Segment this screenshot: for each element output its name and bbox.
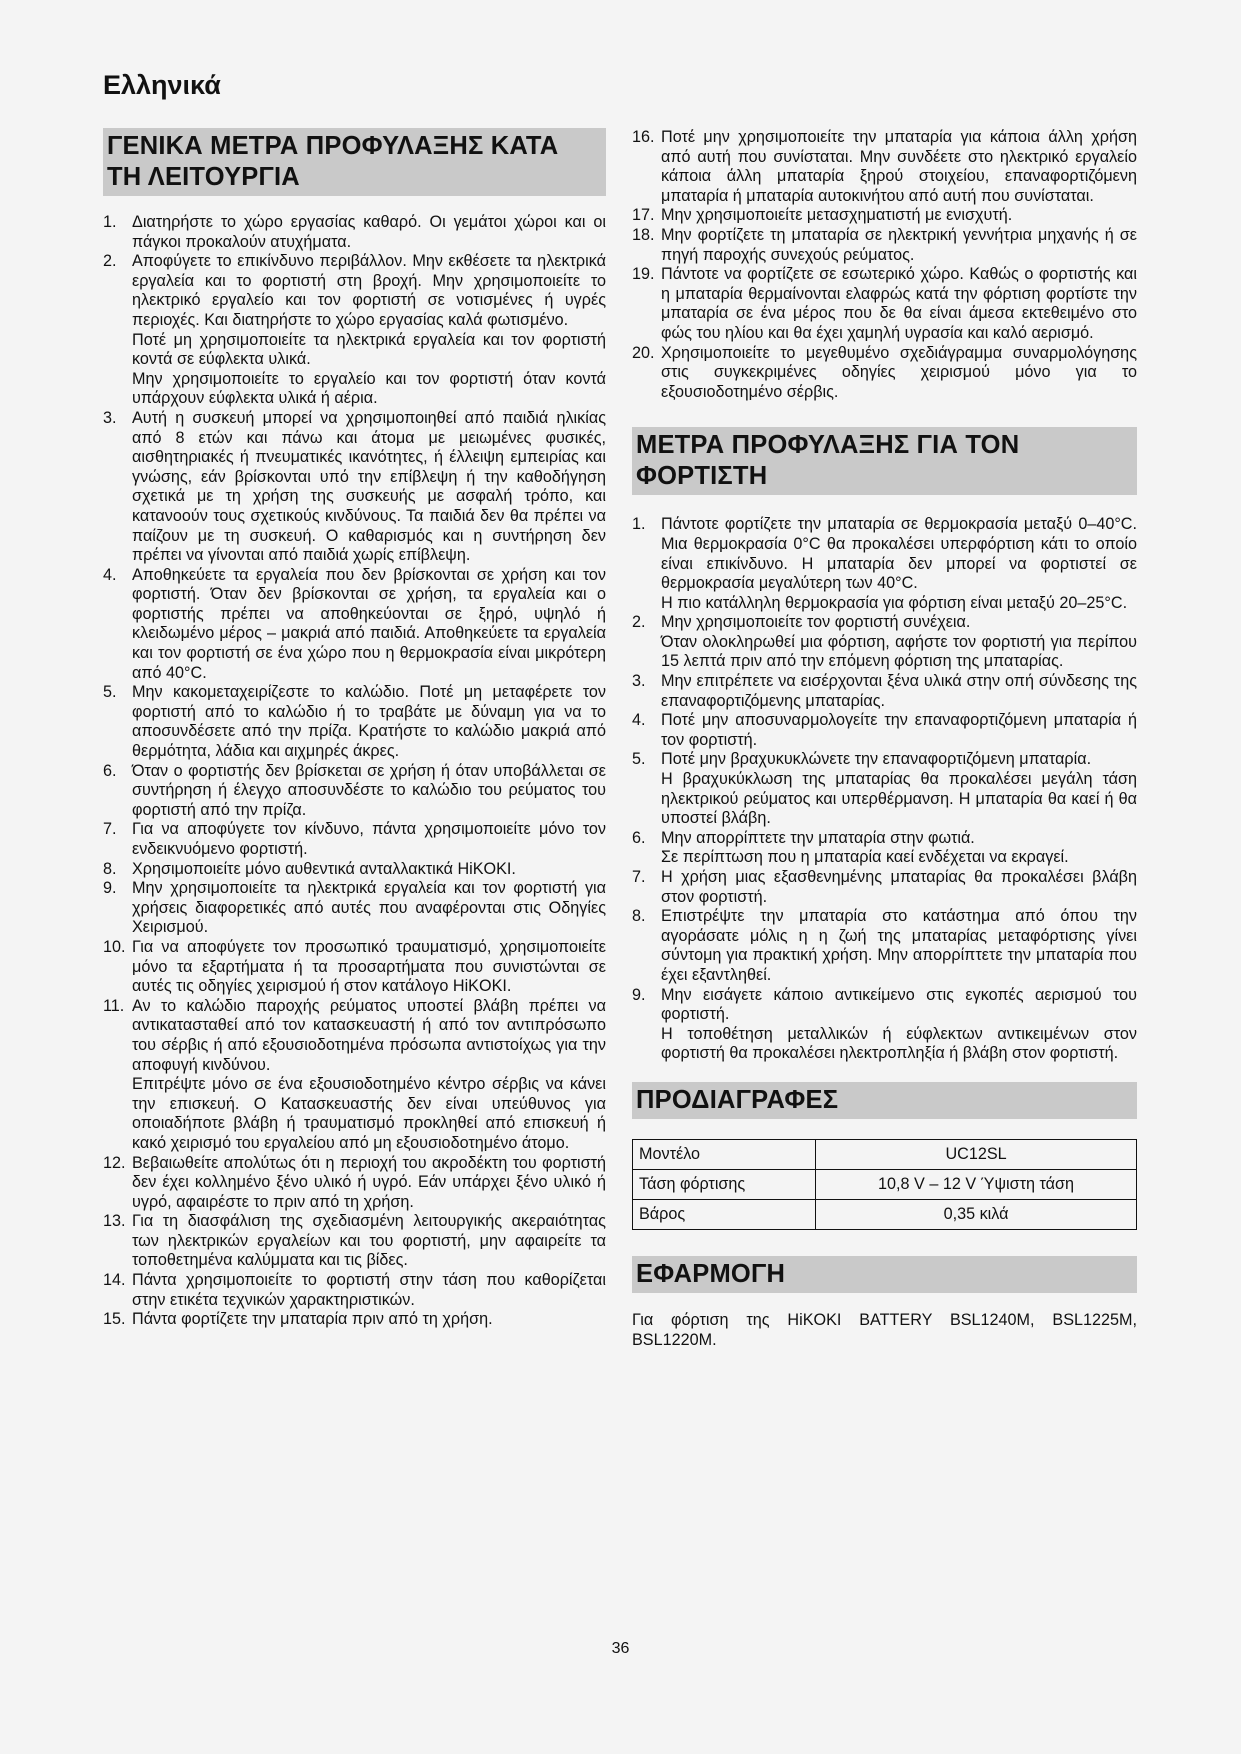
item-number: 9.: [632, 985, 646, 1004]
item-number: 1.: [103, 213, 117, 231]
item-body: [661, 750, 1137, 828]
list-item: [632, 750, 1137, 828]
item-body: [132, 1212, 606, 1271]
charger-safety-list: [632, 515, 1137, 1064]
list-item: [632, 206, 1137, 226]
spec-row-weight: [633, 1199, 1137, 1229]
item-paragraph: Αποφύγετε το επικίνδυνο περιβάλλον. Μην εκθέσετε τα ηλεκτρικά εργαλεία και το φορτιστή στη βροχή. Μην χρησιμοποιείτε το ηλεκτρικό εργαλείο και τον φορτιστή σε νοτισμένες ή υγρές περιοχές. Και διατηρήστε το χώρο εργασίας καλά φωτισμένο.: [132, 252, 606, 329]
item-number: 12.: [103, 1153, 126, 1172]
application-text: Για φόρτιση της HiKOKI BATTERY BSL1240M, BSL1225M, BSL1220M.: [632, 1310, 1137, 1349]
spec-row-voltage: [633, 1169, 1137, 1199]
list-item: [632, 613, 1137, 672]
item-paragraph: Μην απορρίπτετε την μπαταρία στην φωτιά.: [661, 828, 975, 847]
list-item: [632, 226, 1137, 265]
item-body: [661, 829, 1137, 868]
item-paragraph: Μην χρησιμοποιείτε τον φορτιστή συνέχεια.: [661, 613, 971, 632]
item-number: 6.: [632, 828, 646, 847]
list-item: [103, 683, 606, 761]
item-paragraph: Για να αποφύγετε τον κίνδυνο, πάντα χρησιμοποιείτε μόνο τον ενδεικνυόμενο φορτιστή.: [132, 820, 606, 858]
item-paragraph: Η τοποθέτηση μεταλλικών ή εύφλεκτων αντικειμένων στον φορτιστή θα προκαλέσει ηλεκτροπληξία ή βλάβη στον φορτιστή.: [661, 1024, 1137, 1063]
spec-label: Βάρος: [633, 1199, 816, 1229]
item-paragraph: Διατηρήστε το χώρο εργασίας καθαρό. Οι γεμάτοι χώροι και οι πάγκοι προκαλούν ατυχήματα.: [132, 213, 606, 251]
item-body: [132, 566, 606, 684]
list-item: [103, 938, 606, 997]
item-body: [661, 907, 1137, 985]
language-heading: Ελληνικά: [103, 70, 221, 100]
specifications-heading: ΠΡΟΔΙΑΓΡΑΦΕΣ: [632, 1082, 1137, 1119]
list-item: [103, 252, 606, 409]
application-heading: ΕΦΑΡΜΟΓΗ: [632, 1256, 1137, 1293]
item-body: [661, 226, 1137, 265]
item-number: 5.: [632, 750, 646, 769]
item-paragraph: Όταν ολοκληρωθεί μια φόρτιση, αφήστε τον φορτιστή για περίπου 15 λεπτά πριν από την επόμενη φόρτιση της μπαταρίας.: [661, 632, 1137, 671]
item-paragraph: Μην εισάγετε κάποιο αντικείμενο στις εγκοπές αερισμού του φορτιστή.: [661, 985, 1137, 1024]
item-paragraph: Πάντα χρησιμοποιείτε το φορτιστή στην τάση που καθορίζεται στην ετικέτα τεχνικών χαρακτηριστικών.: [132, 1271, 606, 1309]
spec-value: UC12SL: [816, 1139, 1137, 1169]
item-paragraph: Χρησιμοποιείτε μόνο αυθεντικά ανταλλακτικά HiKOKI.: [132, 859, 516, 878]
item-paragraph: Ποτέ μη χρησιμοποιείτε τα ηλεκτρικά εργαλεία και τον φορτιστή κοντά σε εύφλεκτα υλικά.: [132, 330, 606, 369]
list-item: [103, 879, 606, 938]
item-number: 3.: [632, 672, 646, 691]
item-body: [661, 672, 1137, 711]
list-item: [632, 128, 1137, 206]
item-paragraph: Πάντα φορτίζετε την μπαταρία πριν από τη χρήση.: [132, 1310, 493, 1329]
item-number: 7.: [632, 868, 646, 886]
list-item: [103, 997, 606, 1154]
item-body: [661, 265, 1137, 343]
item-body: [132, 1154, 606, 1213]
general-safety-heading: ΓΕΝΙΚΑ ΜΕΤΡΑ ΠΡΟΦΥΛΑΞΗΣ ΚΑΤΑ ΤΗ ΛΕΙΤΟΥΡΓΙΑ: [103, 128, 606, 196]
item-paragraph: Μην χρησιμοποιείτε τα ηλεκτρικά εργαλεία και τον φορτιστή για χρήσεις διαφορετικές από αυτές που αναφέρονται στις Οδηγίες Χειρισμού.: [132, 879, 606, 937]
spec-value: 0,35 κιλά: [816, 1199, 1137, 1229]
item-paragraph: Επιτρέψτε μόνο σε ένα εξουσιοδοτημένο κέντρο σέρβις να κάνει την επισκευή. Ο Κατασκευαστής δεν είναι υπεύθυνος για οποιαδήποτε βλάβη ή τραυματισμό προκληθεί από επισκευή ή κακό χειρισμό του εργαλείου από μη εξουσιοδοτημένο άτομο.: [132, 1075, 606, 1152]
item-body: [661, 613, 1137, 672]
item-body: [132, 762, 606, 821]
spec-row-model: [633, 1139, 1137, 1169]
item-body: [661, 344, 1137, 403]
list-item: [103, 1310, 606, 1330]
spec-label: Μοντέλο: [633, 1139, 816, 1169]
item-number: 6.: [103, 761, 117, 780]
list-item: [103, 409, 606, 566]
item-body: [661, 711, 1137, 750]
list-item: [632, 515, 1137, 613]
item-number: 4.: [632, 711, 646, 730]
item-paragraph: Για να αποφύγετε τον προσωπικό τραυματισμό, χρησιμοποιείτε μόνο τα εξαρτήματα ή τα προσαρτήματα που συνιστώνται σε αυτές τις οδηγίες χειρισμού ή στον κατάλογο HiKOKI.: [132, 937, 606, 996]
item-body: [132, 409, 606, 566]
item-body: [661, 868, 1137, 907]
item-body: [132, 213, 606, 252]
item-body: [661, 206, 1137, 226]
item-paragraph: Επιστρέψτε την μπαταρία στο κατάστημα από όπου την αγοράσατε μόλις η η ζωή της μπαταρίας μεταφόρτισης γίνει σύντομη για πρακτική χρήση. Μην απορρίπτετε την μπαταρία που έχει εξαντληθεί.: [661, 907, 1137, 984]
item-body: [132, 997, 606, 1154]
item-number: 19.: [632, 265, 655, 284]
item-number: 2.: [103, 252, 117, 271]
item-body: [132, 820, 606, 859]
list-item: [632, 344, 1137, 403]
item-number: 10.: [103, 937, 126, 956]
item-paragraph: Βεβαιωθείτε απολύτως ότι η περιοχή του ακροδέκτη του φορτιστή δεν έχει κολλημένο ξένο υλικό ή υγρό. Εάν υπάρχει ξένο υλικό ή υγρό, αφαιρέστε το πριν από τη χρήση.: [132, 1153, 606, 1211]
item-paragraph: Αν το καλώδιο παροχής ρεύματος υποστεί βλάβη πρέπει να αντικατασταθεί από τον κατασκευαστή ή από τον αντιπρόσωπο του σέρβις ή από εξουσιοδοτημένα πρόσωπα αντιστοίχως για την αποφυγή κινδύνου.: [132, 996, 606, 1074]
list-item: [632, 868, 1137, 907]
item-number: 4.: [103, 565, 117, 584]
specifications-table: [632, 1139, 1137, 1230]
item-number: 13.: [103, 1212, 126, 1231]
item-number: 14.: [103, 1271, 126, 1290]
item-paragraph: Για τη διασφάλιση της σχεδιασμένη λειτουργικής ακεραιότητας των ηλεκτρικών εργαλείων και του φορτιστή, μην αφαιρείτε τα τοποθετημένα καλύμματα και τις βίδες.: [132, 1212, 606, 1270]
item-paragraph: Αυτή η συσκευή μπορεί να χρησιμοποιηθεί από παιδιά ηλικίας από 8 ετών και πάνω και άτομα με μειωμένες φυσικές, αισθητηριακές ή πνευματικές ικανότητες, ή έλλειψη εμπειρίας και γνώσης, εάν βρίσκονται υπό την επίβλεψη ή την καθοδήγηση σχετικά με τη χρήση της συσκευής με ασφαλή τρόπο, και κατανοούν τους σχετικούς κινδύνους. Τα παιδιά δεν θα πρέπει να παίζουν με τη συσκευή. Ο καθαρισμός και η συντήρηση δεν πρέπει να γίνονται από παιδιά χωρίς επίβλεψη.: [132, 408, 606, 565]
item-body: [661, 986, 1137, 1064]
item-paragraph: Ποτέ μην αποσυναρμολογείτε την επαναφορτιζόμενη μπαταρία ή τον φορτιστή.: [661, 711, 1137, 749]
item-body: [132, 1271, 606, 1310]
item-paragraph: Ποτέ μην βραχυκυκλώνετε την επαναφορτιζόμενη μπαταρία.: [661, 750, 1092, 769]
item-number: 18.: [632, 225, 655, 244]
item-paragraph: Πάντοτε φορτίζετε την μπαταρία σε θερμοκρασία μεταξύ 0–40°C. Μια θερμοκρασία 0°C θα προκαλέσει υπερφόρτιση κάτι το οποίο είναι επικίνδυνο. Η μπαταρία δεν μπορεί να φορτιστεί σε θερμοκρασία μεγαλύτερη των 40°C.: [661, 515, 1137, 593]
item-paragraph: Μην χρησιμοποιείτε το εργαλείο και τον φορτιστή όταν κοντά υπάρχουν εύφλεκτα υλικά ή αέρια.: [132, 369, 606, 408]
item-body: [132, 1310, 606, 1330]
item-paragraph: Σε περίπτωση που η μπαταρία καεί ενδέχεται να εκραγεί.: [661, 848, 1069, 867]
list-item: [103, 1212, 606, 1271]
general-safety-list-part1: [103, 213, 606, 1330]
item-paragraph: Μην κακομεταχειρίζεστε το καλώδιο. Ποτέ μη μεταφέρετε τον φορτιστή από το καλώδιο ή το τραβάτε με δύναμη για να το αποσυνδέσετε από την πρίζα. Κρατήστε το καλώδιο μακριά από θερμότητα, λάδια και αιχμηρές άκρες.: [132, 683, 606, 761]
item-number: 3.: [103, 408, 117, 427]
list-item: [103, 860, 606, 880]
spec-label: Τάση φόρτισης: [633, 1169, 816, 1199]
item-number: 7.: [103, 820, 117, 839]
list-item: [632, 829, 1137, 868]
item-number: 5.: [103, 683, 117, 702]
list-item: [103, 762, 606, 821]
list-item: [103, 566, 606, 684]
list-item: [103, 820, 606, 859]
list-item: [632, 986, 1137, 1064]
left-column: [103, 128, 606, 1330]
item-number: 1.: [632, 515, 646, 534]
item-number: 20.: [632, 343, 655, 362]
item-paragraph: Η πιο κατάλληλη θερμοκρασία για φόρτιση είναι μεταξύ 20–25°C.: [661, 593, 1128, 612]
item-body: [132, 860, 606, 880]
item-paragraph: Η βραχυκύκλωση της μπαταρίας θα προκαλέσει μεγάλη τάση ηλεκτρικού ρεύματος και υπερθέρμανση. Η μπαταρία θα καεί ή θα υποστεί βλάβη.: [661, 770, 1137, 828]
charger-safety-heading: ΜΕΤΡΑ ΠΡΟΦΥΛΑΞΗΣ ΓΙΑ ΤΟΝ ΦΟΡΤΙΣΤΗ: [632, 427, 1137, 495]
item-body: [661, 128, 1137, 206]
list-item: [632, 907, 1137, 985]
right-column: [632, 128, 1137, 1350]
item-number: 2.: [632, 613, 646, 632]
item-paragraph: Μην χρησιμοποιείτε μετασχηματιστή με ενισχυτή.: [661, 206, 1013, 225]
page-number: 36: [611, 1640, 630, 1657]
list-item: [103, 1154, 606, 1213]
item-paragraph: Πάντοτε να φορτίζετε σε εσωτερικό χώρο. Καθώς ο φορτιστής και η μπαταρία θερμαίνονται ελαφρώς κατά την φόρτιση φορτίστε την μπαταρία σε ένα μέρος που δε θα είναι άμεσα εκτεθειμένο στο φώς του ηλίου και θα έχει χαμηλή υγρασία και καλό αερισμό.: [661, 265, 1137, 342]
item-body: [132, 938, 606, 997]
list-item: [632, 672, 1137, 711]
list-item: [632, 711, 1137, 750]
item-body: [132, 879, 606, 938]
item-paragraph: Αποθηκεύετε τα εργαλεία που δεν βρίσκονται σε χρήση και τον φορτιστή. Όταν δεν βρίσκονται σε χρήση, τα εργαλεία και ο φορτιστής πρέπει να αποθηκεύονται σε ξηρό, υψηλό ή κλειδωμένο μέρος – μακριά από παιδιά. Αποθηκεύετε τα εργαλεία και τον φορτιστή σε ένα χώρο που η θερμοκρασία είναι μικρότερη από 40°C.: [132, 565, 606, 682]
item-paragraph: Μην επιτρέπετε να εισέρχονται ξένα υλικά στην οπή σύνδεσης της επαναφορτιζόμενης μπαταρίας.: [661, 672, 1137, 710]
general-safety-list-part2: [632, 128, 1137, 402]
list-item: [103, 1271, 606, 1310]
item-paragraph: Ποτέ μην χρησιμοποιείτε την μπαταρία για κάποια άλλη χρήση από αυτή που συνίσταται. Μην συνδέετε στο ηλεκτρικό εργαλείο κάποια άλλη μπαταρία ξηρού στοιχείου, επαναφορτιζόμενη μπαταρία ή μπαταρία αυτοκινήτου από αυτή που συνίσταται.: [661, 128, 1137, 205]
item-number: 8.: [103, 859, 117, 878]
item-body: [132, 252, 606, 409]
item-body: [132, 683, 606, 761]
item-paragraph: Όταν ο φορτιστής δεν βρίσκεται σε χρήση ή όταν υποβάλλεται σε συντήρηση ή έλεγχο αποσυνδέστε το καλώδιο του ρεύματος του φορτιστή από την πρίζα.: [132, 761, 606, 819]
item-body: [661, 515, 1137, 613]
item-number: 9.: [103, 879, 117, 898]
item-paragraph: Χρησιμοποιείτε το μεγεθυμένο σχεδιάγραμμα συναρμολόγησης στις συγκεκριμένες οδηγίες χειρισμού μόνο για το εξουσιοδοτημένο σέρβις.: [661, 343, 1137, 401]
item-paragraph: Η χρήση μιας εξασθενημένης μπαταρίας θα προκαλέσει βλάβη στον φορτιστή.: [661, 868, 1137, 906]
item-number: 16.: [632, 128, 655, 146]
item-number: 11.: [103, 996, 125, 1015]
item-number: 15.: [103, 1310, 126, 1329]
item-number: 17.: [632, 206, 655, 225]
item-number: 8.: [632, 907, 646, 926]
list-item: [103, 213, 606, 252]
list-item: [632, 265, 1137, 343]
spec-value: 10,8 V – 12 V Ύψιστη τάση: [816, 1169, 1137, 1199]
item-paragraph: Μην φορτίζετε τη μπαταρία σε ηλεκτρική γεννήτρια μηχανής ή σε πηγή παροχής συνεχούς ρεύματος.: [661, 225, 1137, 264]
